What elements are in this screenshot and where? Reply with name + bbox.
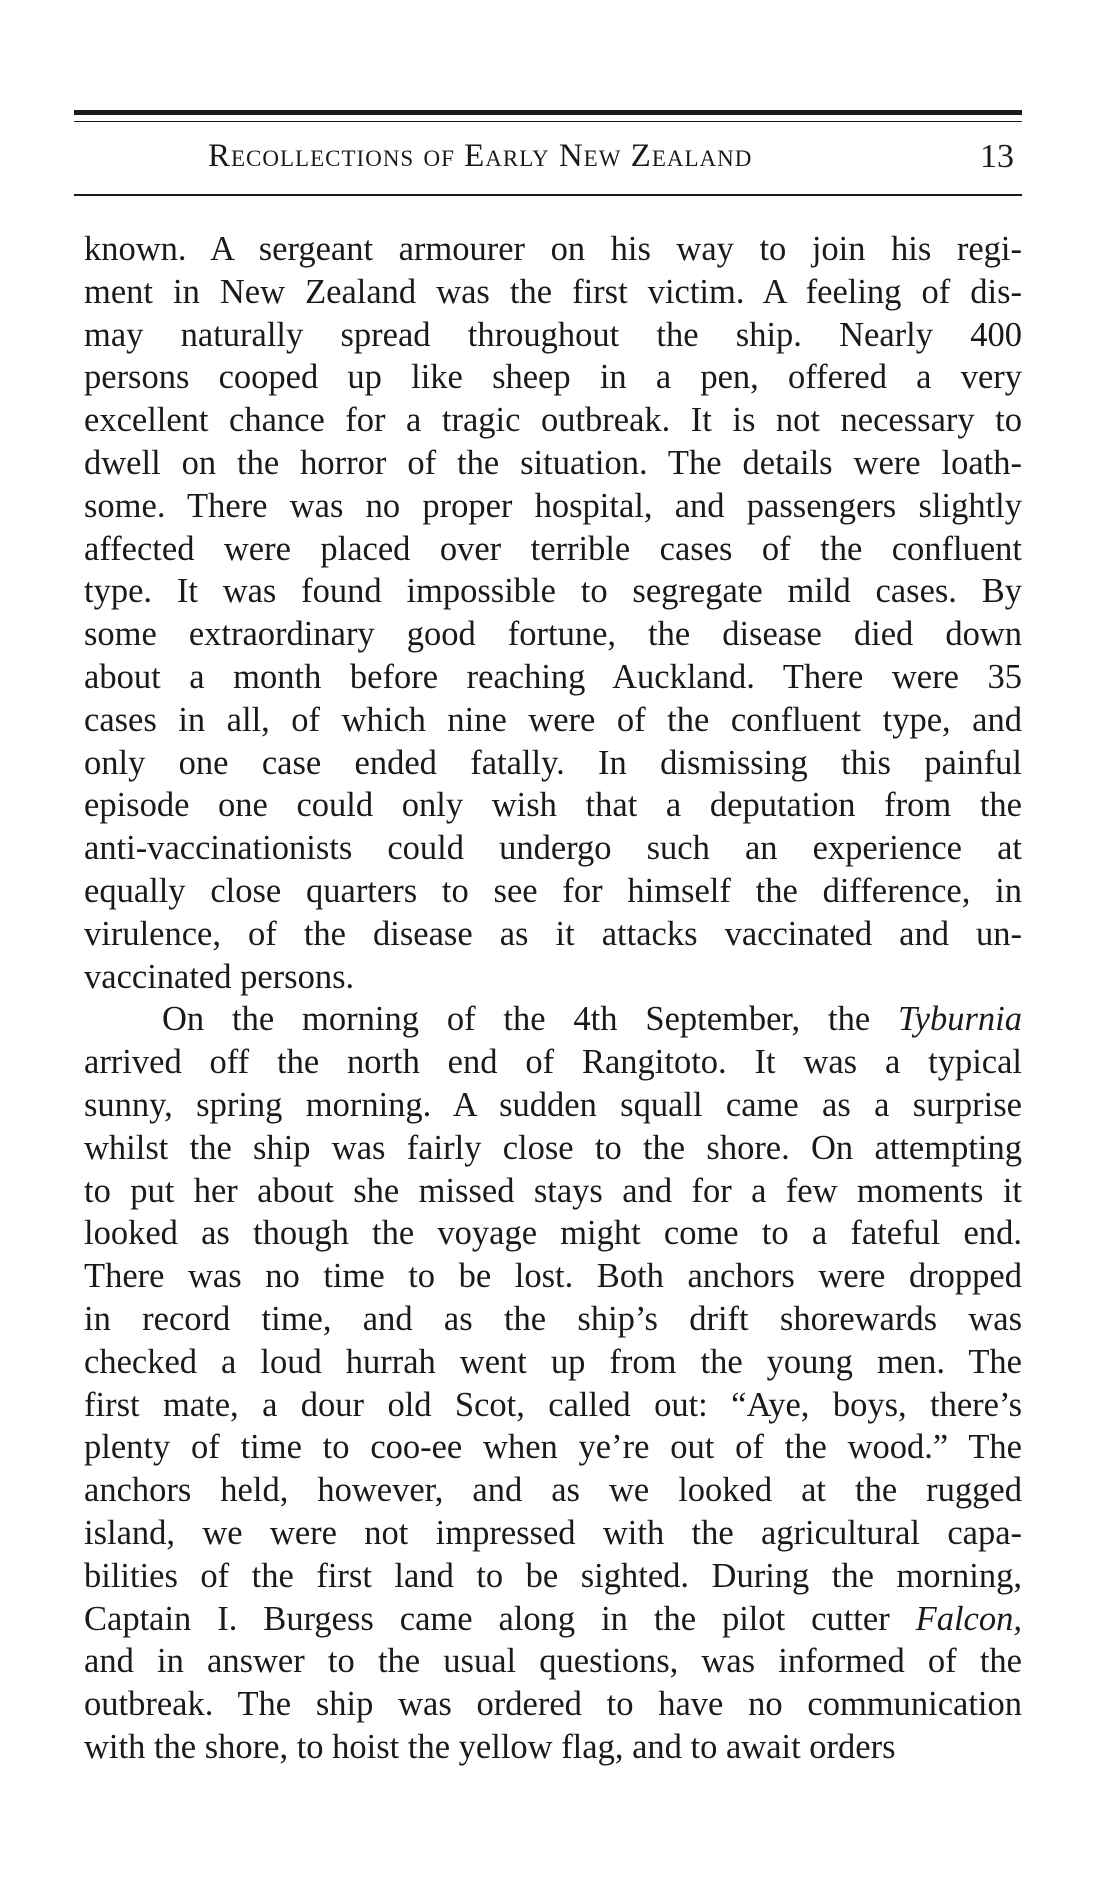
text-line bbox=[84, 1512, 1022, 1555]
text-run: On the morning of the 4th September, the bbox=[162, 1000, 899, 1039]
text-run: about a month before reaching Auckland. There were 35 bbox=[84, 657, 1022, 696]
text-line bbox=[84, 784, 1022, 827]
text-run: virulence, of the disease as it attacks vaccinated and un- bbox=[84, 914, 1022, 953]
text-line bbox=[84, 913, 1022, 956]
text-run: known. A sergeant armourer on his way to join his regi- bbox=[84, 230, 1022, 268]
text-line bbox=[84, 1683, 1022, 1726]
text-run: cases in all, of which nine were of the confluent type, and bbox=[84, 700, 1022, 739]
text-run: Captain I. Burgess came along in the pilot cutter bbox=[84, 1599, 916, 1638]
page-number: 13 bbox=[980, 138, 1014, 175]
text-line bbox=[84, 699, 1022, 742]
text-run: outbreak. The ship was ordered to have no communication bbox=[84, 1685, 1022, 1724]
text-run: There was no time to be lost. Both anchors were dropped bbox=[84, 1257, 1022, 1296]
text-run: whilst the ship was fairly close to the shore. On attempting bbox=[84, 1128, 1022, 1167]
text-run: persons cooped up like sheep in a pen, offered a very bbox=[84, 358, 1022, 397]
text-line bbox=[84, 1640, 1022, 1683]
italic-text: Tyburnia bbox=[898, 1000, 1022, 1039]
text-run: bilities of the first land to be sighted. During the morning, bbox=[84, 1556, 1022, 1595]
text-line bbox=[84, 870, 1022, 913]
text-run: ment in New Zealand was the first victim. A feeling of dis- bbox=[84, 272, 1022, 311]
text-line bbox=[84, 656, 1022, 699]
text-line bbox=[84, 742, 1022, 785]
text-line bbox=[84, 956, 1022, 999]
text-line bbox=[84, 1598, 1022, 1641]
header-rule-thin bbox=[74, 121, 1022, 122]
text-run: anchors held, however, and as we looked at the rugged bbox=[84, 1471, 1022, 1510]
text-run: dwell on the horror of the situation. The details were loath- bbox=[84, 443, 1022, 482]
text-run: arrived off the north end of Rangitoto. It was a typical bbox=[84, 1043, 1022, 1082]
text-line bbox=[84, 356, 1022, 399]
running-head bbox=[74, 138, 1022, 188]
text-line bbox=[84, 1555, 1022, 1598]
text-line bbox=[84, 827, 1022, 870]
text-line bbox=[84, 1726, 1022, 1769]
text-line bbox=[84, 271, 1022, 314]
text-run: vaccinated persons. bbox=[84, 957, 355, 996]
text-run: anti-vaccinationists could undergo such an experience at bbox=[84, 829, 1022, 868]
text-run: only one case ended fatally. In dismissing this painful bbox=[84, 743, 1022, 782]
text-line bbox=[84, 1384, 1022, 1427]
text-run: plenty of time to coo-ee when ye’re out of the wood.” The bbox=[84, 1428, 1022, 1467]
text-run: episode one could only wish that a deputation from the bbox=[84, 786, 1022, 825]
text-line bbox=[84, 399, 1022, 442]
text-run: and in answer to the usual questions, was informed of the bbox=[84, 1642, 1022, 1681]
text-run: first mate, a dour old Scot, called out: “Aye, boys, there’s bbox=[84, 1385, 1022, 1424]
text-run: checked a loud hurrah went up from the young men. The bbox=[84, 1342, 1022, 1381]
text-line bbox=[84, 442, 1022, 485]
text-line bbox=[84, 528, 1022, 571]
text-run: equally close quarters to see for himself the difference, in bbox=[84, 871, 1022, 910]
text-line bbox=[84, 228, 1022, 271]
text-run: excellent chance for a tragic outbreak. It is not necessary to bbox=[84, 401, 1022, 440]
text-run: some. There was no proper hospital, and passengers slightly bbox=[84, 486, 1022, 525]
header-rule-bottom bbox=[74, 194, 1022, 196]
text-run: in record time, and as the ship’s drift shorewards was bbox=[84, 1299, 1022, 1338]
text-line bbox=[84, 1298, 1022, 1341]
text-line bbox=[84, 485, 1022, 528]
text-line bbox=[84, 1127, 1022, 1170]
text-run: island, we were not impressed with the agricultural capa- bbox=[84, 1513, 1022, 1552]
text-line bbox=[84, 570, 1022, 613]
text-run: with the shore, to hoist the yellow flag, and to await orders bbox=[84, 1727, 896, 1766]
text-run: may naturally spread throughout the ship. Nearly 400 bbox=[84, 315, 1022, 354]
text-run: type. It was found impossible to segregate mild cases. By bbox=[84, 572, 1022, 611]
text-run: some extraordinary good fortune, the disease died down bbox=[84, 615, 1022, 654]
running-title: Recollections of Early New Zealand bbox=[208, 138, 753, 174]
text-line bbox=[84, 1469, 1022, 1512]
text-line bbox=[84, 1212, 1022, 1255]
text-line bbox=[84, 1084, 1022, 1127]
text-line bbox=[84, 1170, 1022, 1213]
text-line bbox=[84, 613, 1022, 656]
italic-text: Falcon, bbox=[915, 1599, 1022, 1638]
header-rule-thick bbox=[74, 110, 1022, 115]
text-run: to put her about she missed stays and for a few moments it bbox=[84, 1171, 1022, 1210]
text-run: affected were placed over terrible cases of the confluent bbox=[84, 529, 1022, 568]
text-line bbox=[84, 998, 1022, 1041]
text-run: sunny, spring morning. A sudden squall came as a surprise bbox=[84, 1085, 1022, 1124]
text-line bbox=[84, 1041, 1022, 1084]
text-line bbox=[84, 1255, 1022, 1298]
text-line bbox=[84, 1341, 1022, 1384]
text-line bbox=[84, 314, 1022, 357]
body-text bbox=[84, 228, 1022, 1769]
text-line bbox=[84, 1426, 1022, 1469]
text-run: looked as though the voyage might come to a fateful end. bbox=[84, 1214, 1022, 1253]
